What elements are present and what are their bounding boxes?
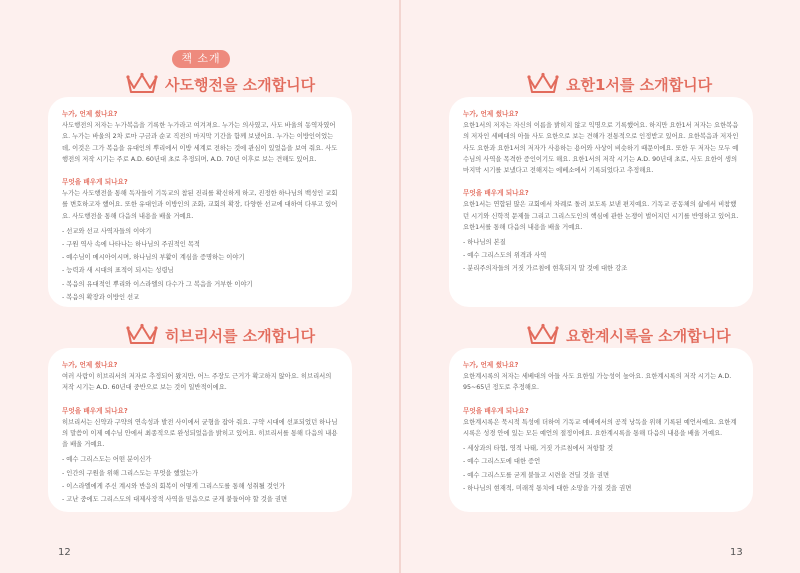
answer-what-learn: 히브리서는 신약과 구약의 연속성과 발전 사이에서 균형을 잡아 줘요. 구약 시대에 선포되었던 하나님의 말씀이 이제 예수님 안에서 최종적으로 완성되었음을 밝히고 있어요. 히브리서를 통해 다음의 내용을 배울 거예요.	[62, 418, 338, 449]
list-item: - 고난 중에도 그리스도의 대제사장적 사역을 믿음으로 굳게 붙들어야 할 것을 권면	[62, 494, 338, 505]
card-title: 요한1서를 소개합니다	[563, 76, 715, 94]
answer-who-when: 사도행전의 저자는 누가복음을 기록한 누가라고 여겨져요. 누가는 의사였고, 사도 바울의 동역자였어요. 누가는 바울의 2차 로마 구금과 순교 직전의 마지막 기간을 함께 보냈어요. 누가는 이방인이었는데, 이것은 그가 복음을 유대인의 뿌리에서 이방 세계로 전하는 것에 관심이 있었음을 보여 줘요. 사도행전의 저작 시기는 주로 A.D. 60년대 초로 추정되며, A.D. 70년 이후로 보는 견해도 있어요.	[62, 122, 338, 163]
answer-who-when: 요한1서의 저자는 자신의 이름을 밝히지 않고 익명으로 기록했어요. 하지만 요한1서 저자는 요한복음의 저자인 세베대의 아들 사도 요한으로 보는 견해가 전통적으로 인정받고 있어요. 요한복음과 저자인 사도 요한과 요한1서의 저자가 사용하는 용어와 사상이 비슷하기 때문이에요. 또한 두 저자는 모두 예수님의 사역을 목격한 증인이기도 해요. 요한1서의 저작 시기는 A.D. 90년대 초로, 사도 요한이 생의 마지막 시기를 보냈다고 전해지는 에베소에서 기록되었다고 추정해요.	[463, 122, 739, 175]
answer-what-learn: 요한1서는 연합된 많은 교회에서 차례로 돌려 보도록 보낸 편지예요. 기독교 공동체의 삶에서 비참했던 시기와 신학적 문제들 그리고 그리스도인의 핵심에 관한 논쟁이 벌어지던 시기를 반영하고 있어요. 요한1서를 통해 다음의 내용을 배울 거예요.	[463, 201, 739, 231]
answer-who-when: 여러 사람이 히브리서의 저자로 추정되어 왔지만, 어느 주장도 근거가 확고하지 않아요. 히브리서의 저작 시기는 A.D. 60년대 중반으로 보는 것이 일반적이에요.	[62, 373, 332, 392]
page-number-right: 13	[730, 547, 743, 558]
list-item: - 예수 그리스도를 굳게 붙들고 시련을 견딜 것을 권면	[463, 470, 739, 481]
question-what-learn: 무엇을 배우게 되나요?	[62, 178, 128, 187]
card-title: 요한계시록을 소개합니다	[563, 327, 734, 345]
acts-heading	[126, 72, 318, 94]
question-who-when: 누가, 언제 썼나요?	[463, 361, 519, 369]
question-what-learn: 무엇을 배우게 되나요?	[463, 189, 529, 198]
hebrews-heading	[126, 323, 318, 345]
revelation-card	[449, 348, 753, 512]
answer-who-when: 요한계시록의 저자는 세베대의 아들 사도 요한일 가능성이 높아요. 요한계시록의 저작 시기는 A.D. 95~65년 정도로 추정해요.	[463, 373, 732, 392]
list-item: - 예수 그리스도의 위격과 사역	[463, 250, 739, 261]
crown-icon	[527, 72, 559, 94]
question-who-when: 누가, 언제 썼나요?	[62, 110, 118, 118]
acts-card	[48, 97, 352, 307]
question-what-learn: 무엇을 배우게 되나요?	[463, 406, 529, 415]
revelation-heading	[527, 323, 734, 345]
list-item: - 분리주의자들의 거짓 가르침에 현혹되지 말 것에 대한 강조	[463, 263, 739, 274]
answer-what-learn: 누가는 사도행전을 통해 독자들이 기독교의 참된 진리를 확신하게 하고, 진정한 하나님의 백성인 교회를 변호하고자 했어요. 또한 유대인과 이방인의 조화, 교회의 확장, 다양한 선교에 대하여 다루고 있어요. 사도행전을 통해 다음의 내용을 배울 거예요.	[62, 190, 338, 220]
question-what-learn: 무엇을 배우게 되나요?	[62, 406, 128, 415]
1john-heading	[527, 72, 715, 94]
answer-what-learn: 요한계시록은 묵시적 특성에 더하여 기독교 예배에서의 공적 낭독을 위해 기록된 예언서예요. 요한계시록은 성경 안에 있는 모든 예언의 절정이에요. 요한계시록을 통해 다음의 내용을 배울 거예요.	[463, 418, 737, 438]
list-item: - 하나님의 현재적, 미래적 통치에 대한 소망을 가질 것을 권면	[463, 483, 739, 494]
list-item: - 하나님의 본질	[463, 237, 739, 248]
hebrews-card	[48, 348, 352, 512]
card-title: 사도행전을 소개합니다	[162, 76, 318, 94]
list-item: - 인간의 구원을 위해 그리스도는 무엇을 했었는가	[62, 468, 338, 479]
list-item: - 선교와 선교 사역자들의 이야기	[62, 226, 338, 237]
page-number-left: 12	[58, 547, 71, 558]
crown-icon	[126, 72, 158, 94]
list-item: - 이스라엘에게 주신 계시와 반응의 회복이 어떻게 그리스도를 통해 성취될 것인가	[62, 481, 338, 492]
question-who-when: 누가, 언제 썼나요?	[463, 110, 519, 118]
list-item: - 예수 그리스도에 대한 증언	[463, 456, 739, 467]
learning-list	[463, 443, 739, 494]
question-who-when: 누가, 언제 썼나요?	[62, 361, 118, 369]
crown-icon	[126, 323, 158, 345]
card-title: 히브리서를 소개합니다	[162, 327, 318, 345]
list-item: - 구원 역사 속에 나타나는 하나님의 주권적인 목적	[62, 239, 338, 250]
1john-card	[449, 97, 753, 307]
crown-icon	[527, 323, 559, 345]
list-item: - 복음의 확장과 이방인 선교	[62, 292, 338, 303]
list-item: - 능력과 새 시대의 표적이 되시는 성령님	[62, 265, 338, 276]
list-item: - 세상과의 타협, 영적 나태, 거짓 가르침에서 저항할 것	[463, 443, 739, 454]
learning-list	[62, 454, 338, 505]
learning-list	[62, 226, 338, 303]
learning-list	[463, 237, 739, 275]
list-item: - 예수 그리스도는 어떤 분이신가	[62, 454, 338, 465]
list-item: - 예수님이 메시아이시며, 하나님의 부활이 계심을 증명하는 이야기	[62, 252, 338, 263]
section-tag: 책 소개	[172, 50, 230, 68]
list-item: - 복음의 유대적인 뿌리와 이스라엘의 다수가 그 복음을 거부한 이야기	[62, 279, 338, 290]
